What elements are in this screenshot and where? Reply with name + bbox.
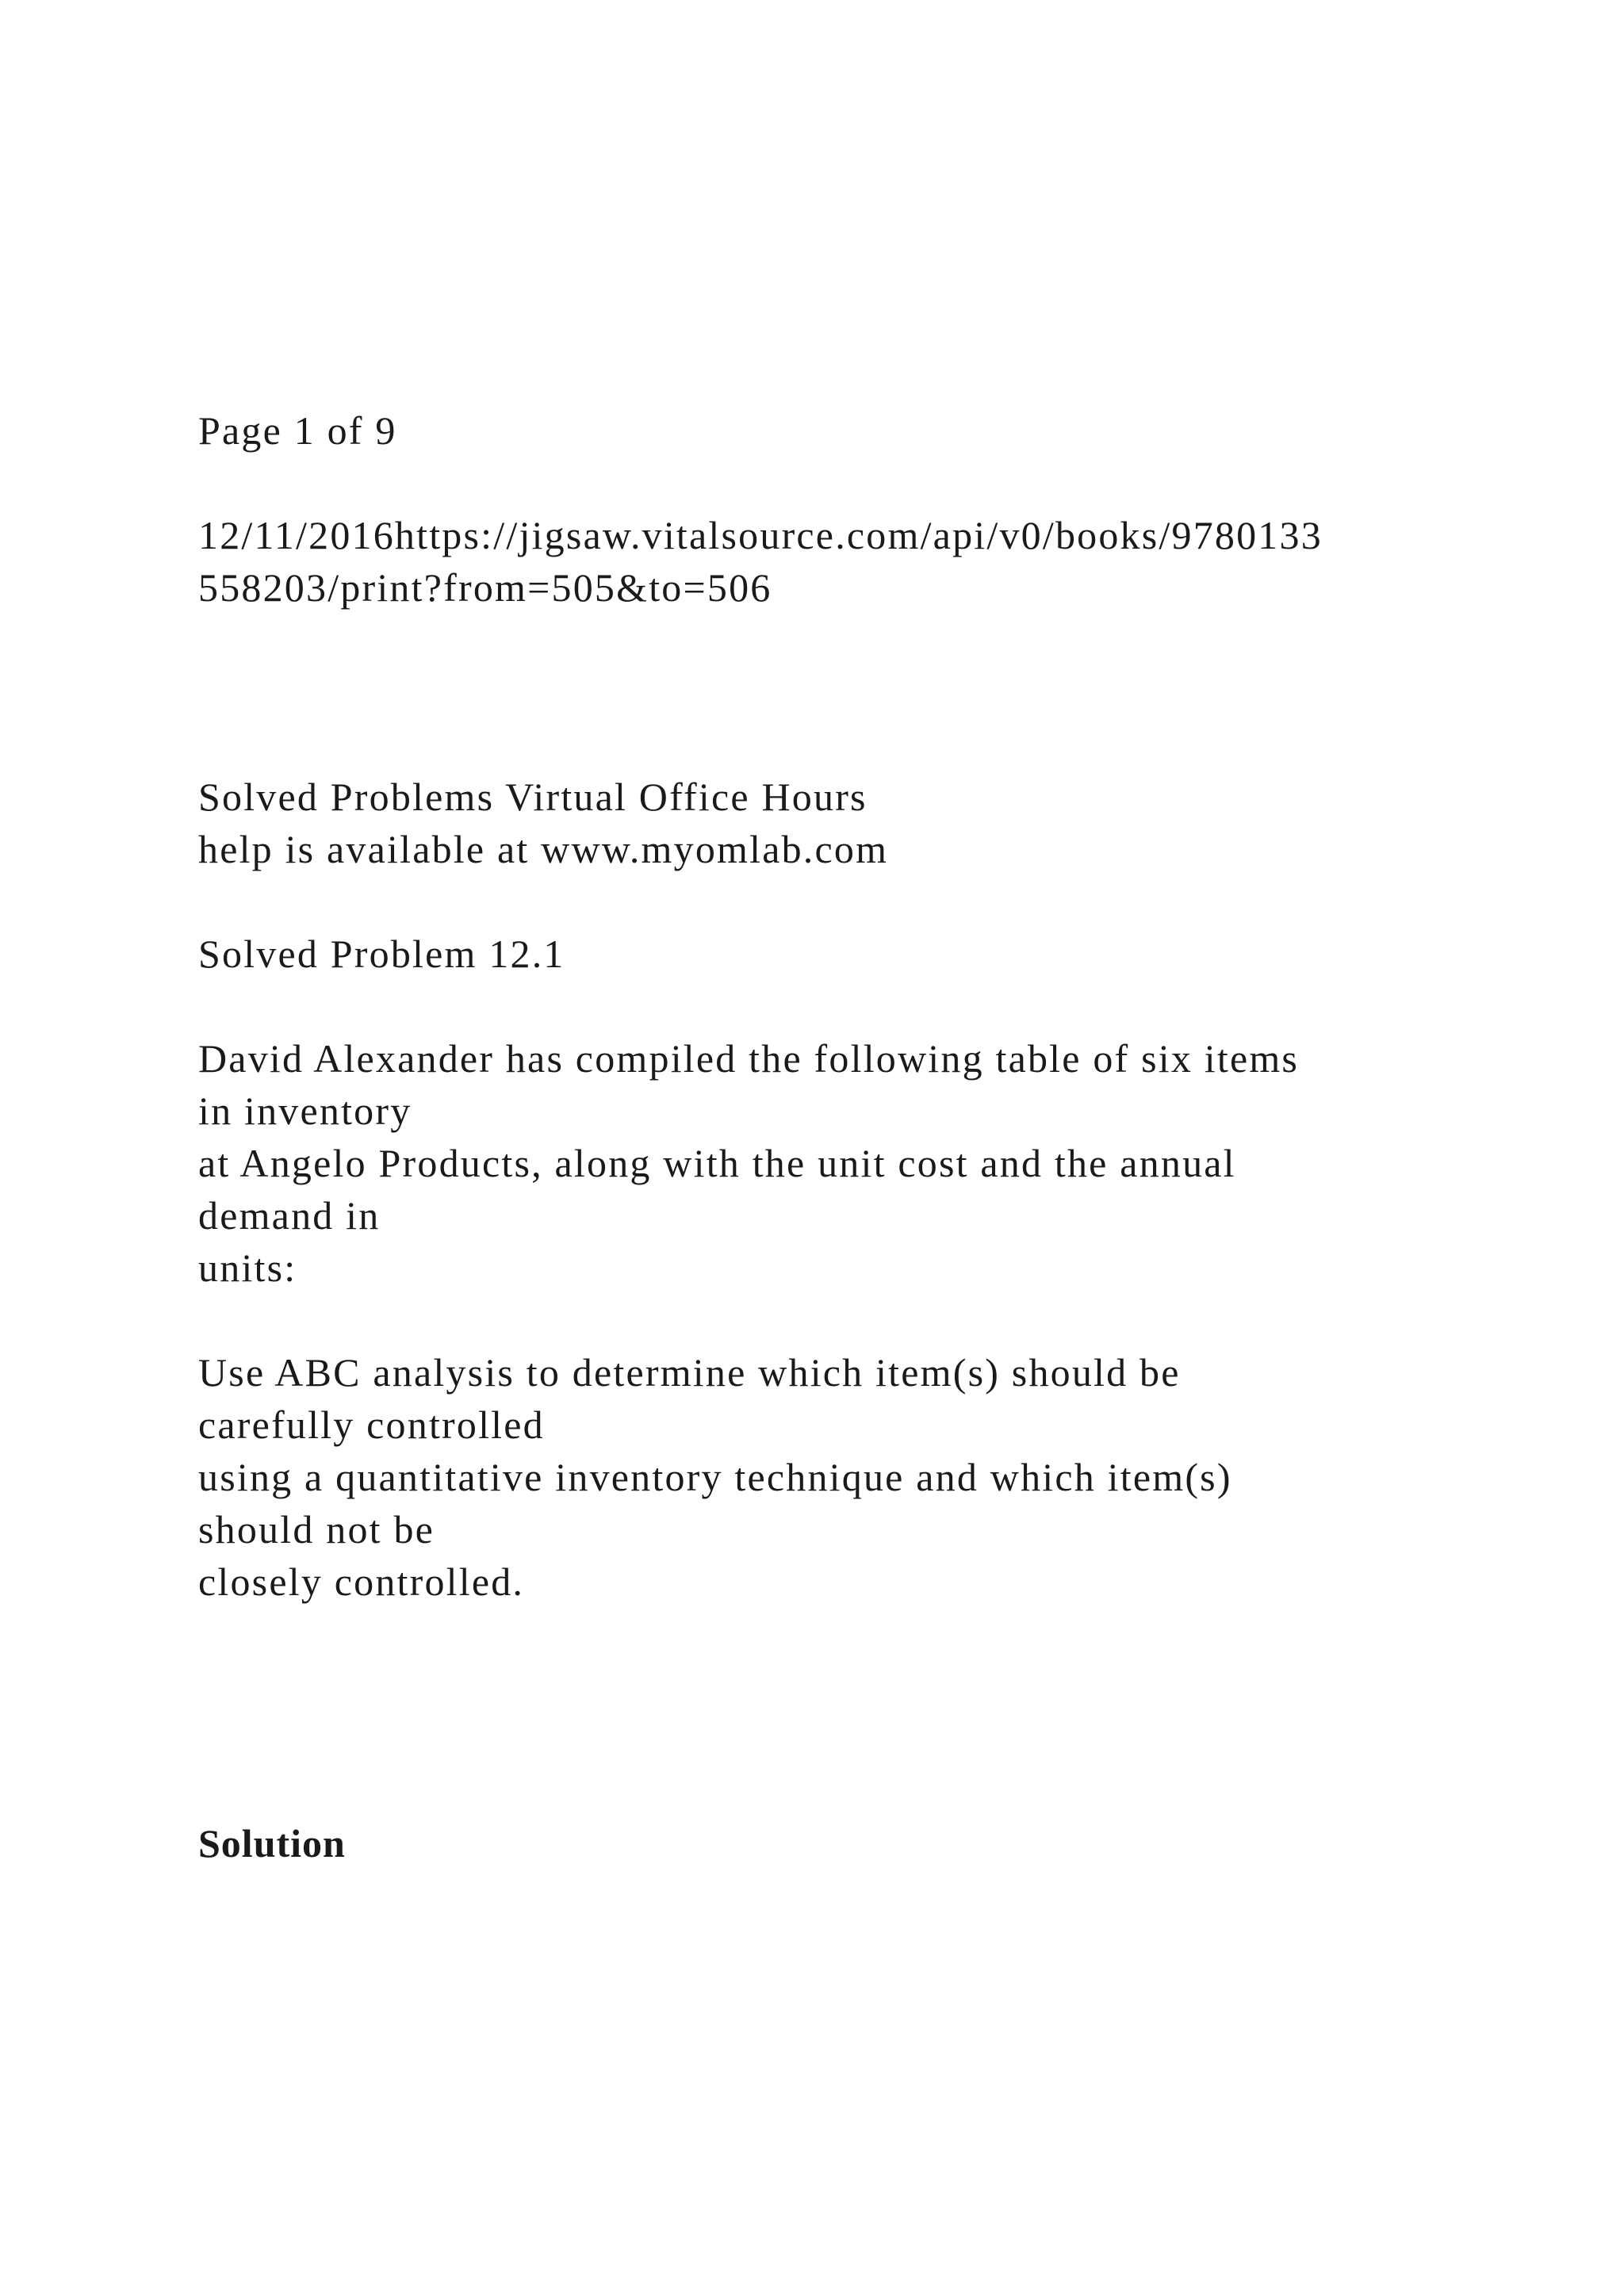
source-url-line-2: 558203/print?from=505&to=506 bbox=[198, 565, 772, 610]
instruction-text-line: carefully controlled bbox=[198, 1402, 545, 1447]
source-url-line-1: 12/11/2016https://jigsaw.vitalsource.com/api/v0/books/9780133 bbox=[198, 513, 1323, 557]
problem-text-line: units: bbox=[198, 1246, 297, 1290]
problem-text-line: in inventory bbox=[198, 1089, 412, 1133]
instruction-text-line: using a quantitative inventory technique and which item(s) bbox=[198, 1455, 1232, 1499]
section-subtitle: help is available at www.myomlab.com bbox=[198, 827, 889, 871]
problem-text-line: at Angelo Products, along with the unit cost and the annual bbox=[198, 1141, 1236, 1185]
problem-text-line: demand in bbox=[198, 1193, 381, 1238]
problem-text-line: David Alexander has compiled the following table of six items bbox=[198, 1036, 1300, 1081]
instruction-text-line: closely controlled. bbox=[198, 1559, 525, 1604]
instruction-text-line: should not be bbox=[198, 1507, 435, 1552]
section-title: Solved Problems Virtual Office Hours bbox=[198, 775, 868, 819]
instruction-text-line: Use ABC analysis to determine which item(s) should be bbox=[198, 1350, 1181, 1395]
solution-heading: Solution bbox=[198, 1821, 346, 1866]
page-indicator: Page 1 of 9 bbox=[198, 408, 397, 453]
problem-title: Solved Problem 12.1 bbox=[198, 932, 565, 976]
